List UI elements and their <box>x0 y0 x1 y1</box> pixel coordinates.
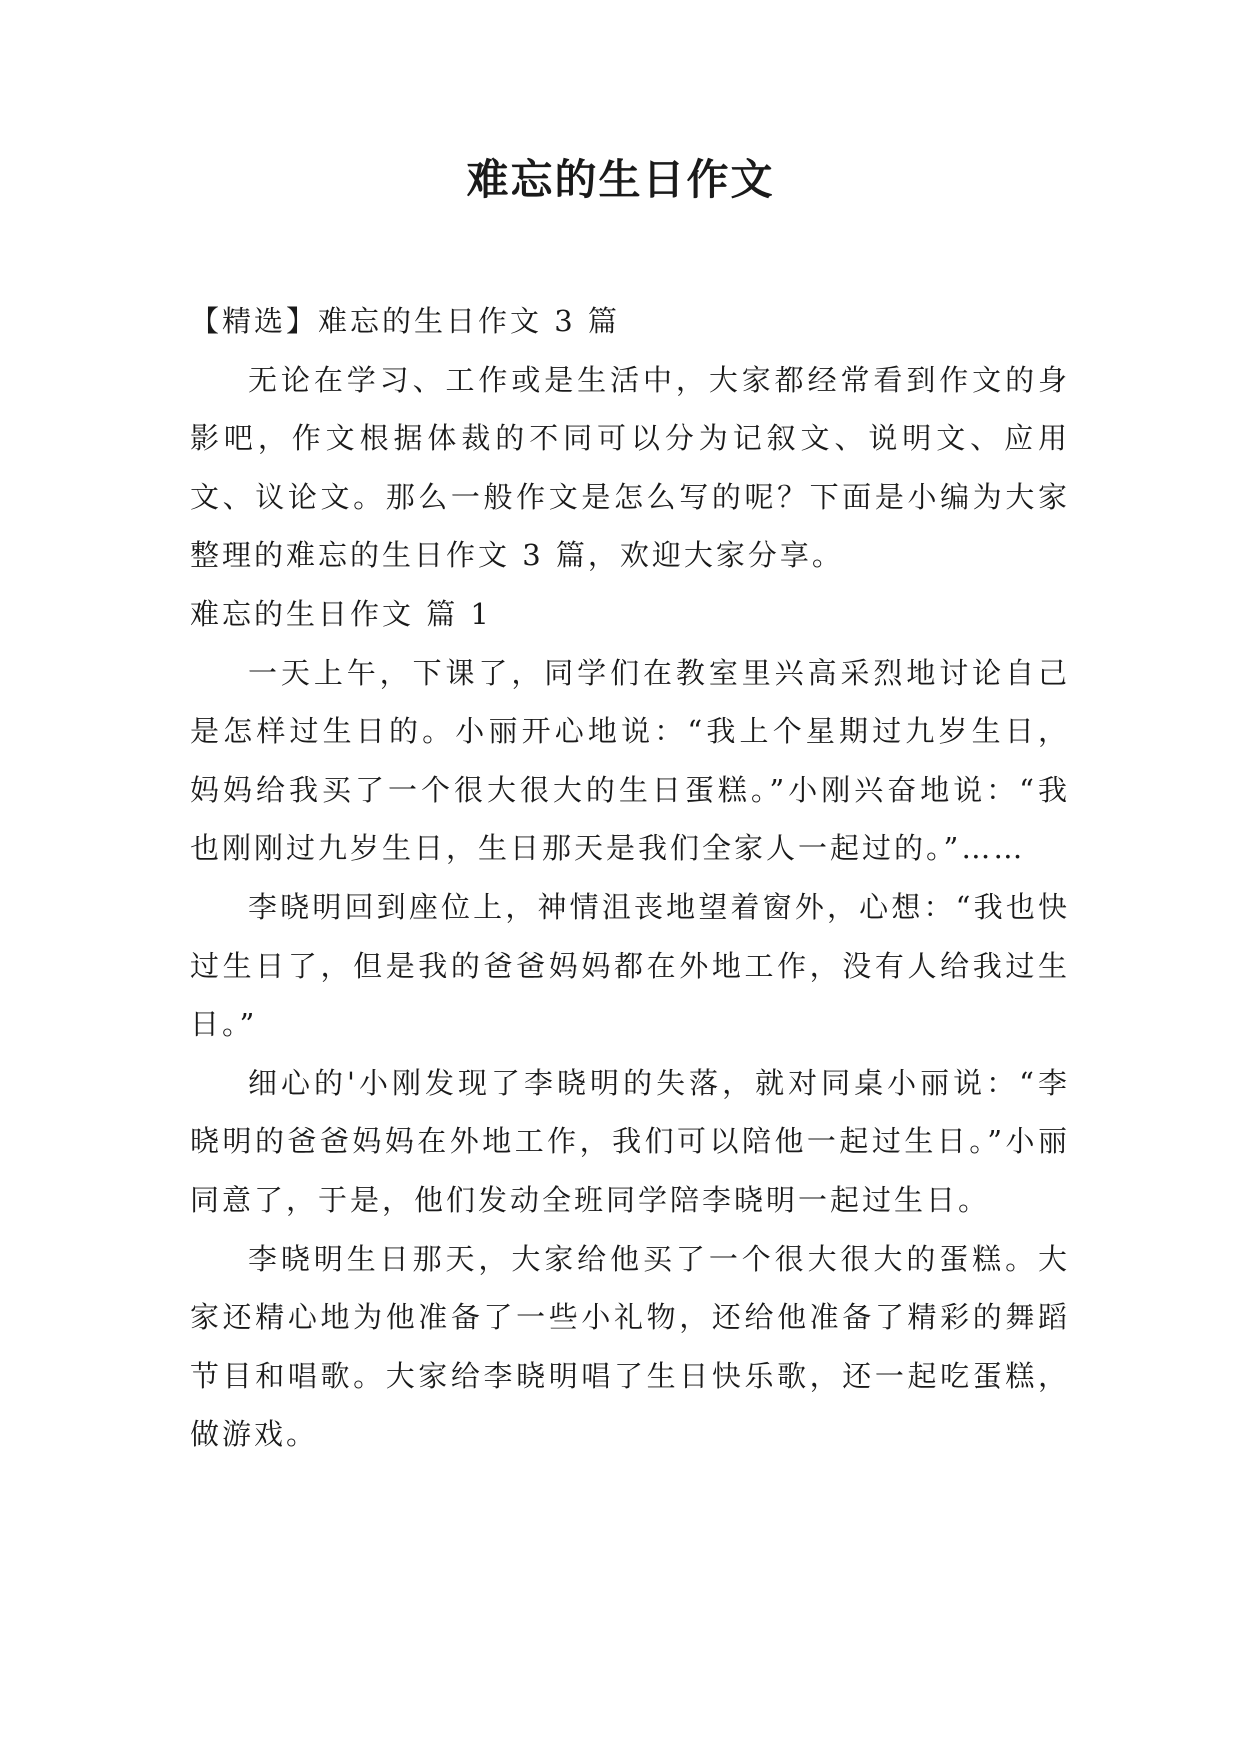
section-paragraph-2: 李晓明回到座位上，神情沮丧地望着窗外，心想：“我也快过生日了，但是我的爸爸妈妈都在外地工作，没有人给我过生日。” <box>190 889 1070 1042</box>
document-title: 难忘的生日作文 <box>466 155 775 204</box>
intro-paragraph: 无论在学习、工作或是生活中，大家都经常看到作文的身影吧，作文根据体裁的不同可以分为记叙文、说明文、应用文、议论文。那么一般作文是怎么写的呢？下面是小编为大家整理的难忘的生日作文 3 篇，欢迎大家分享。 <box>190 362 1070 573</box>
section-paragraph-1: 一天上午，下课了，同学们在教室里兴高采烈地讨论自己是怎样过生日的。小丽开心地说：“我上个星期过九岁生日，妈妈给我买了一个很大很大的生日蛋糕。”小刚兴奋地说：“我也刚刚过九岁生日，生日那天是我们全家人一起过的。”…… <box>190 655 1070 866</box>
section-paragraph-3: 细心的'小刚发现了李晓明的失落，就对同桌小丽说：“李晓明的爸爸妈妈在外地工作，我们可以陪他一起过生日。”小丽同意了，于是，他们发动全班同学陪李晓明一起过生日。 <box>190 1065 1070 1217</box>
document-subtitle: 【精选】难忘的生日作文 3 篇 <box>190 304 620 338</box>
section-heading: 难忘的生日作文 篇 1 <box>190 596 492 631</box>
section-paragraph-4: 李晓明生日那天，大家给他买了一个很大很大的蛋糕。大家还精心地为他准备了一些小礼物，还给他准备了精彩的舞蹈节目和唱歌。大家给李晓明唱了生日快乐歌，还一起吃蛋糕，做游戏。 <box>190 1241 1070 1452</box>
document-body <box>190 292 1070 1464</box>
